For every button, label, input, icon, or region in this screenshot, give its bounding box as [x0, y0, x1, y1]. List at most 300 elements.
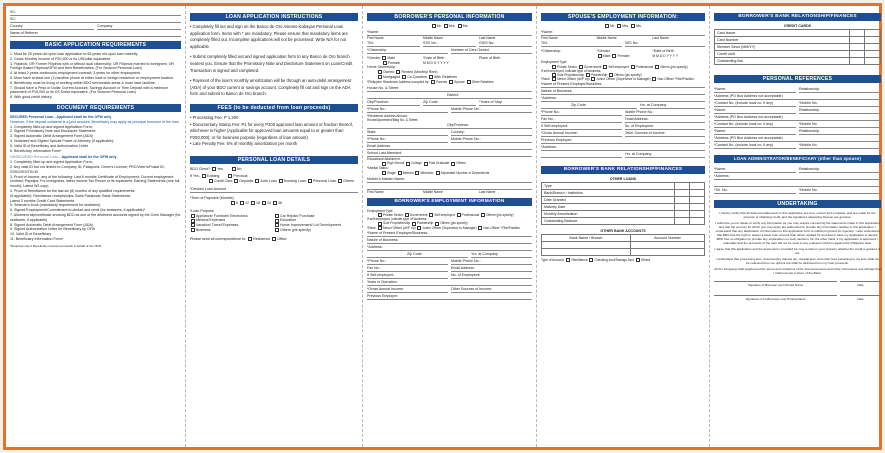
- account-cell[interactable]: [542, 249, 631, 256]
- employment-type-label: Government: [409, 212, 429, 217]
- card-cell[interactable]: [865, 57, 881, 64]
- reference-name-row: [714, 107, 881, 114]
- unsecured-requirement: 3. Proof of Income, any of the following: Last 6 months Certificate of Employment; Current employment contract; Payslips; For immigrants, latest Income Tax Return or its equivalent; Earning Statements (one full month); Latest W2 copy;: [10, 174, 180, 189]
- loan-row-label: Type: [542, 183, 675, 190]
- spouse-gross-field[interactable]: *Gross Annual Income:: [541, 130, 622, 137]
- ph-address-label: *Philippine Residence Address occupied by: Parents Spouse Other Relatives: [367, 79, 494, 84]
- unsecured-requirement: 2. Any valid ID but not limited to Company ID, Passports; Driver's License; PRC/Voter's/Postal ID; SSS/GSIS/TIN ID: [10, 164, 165, 174]
- marital-checkbox[interactable]: [382, 171, 386, 175]
- spouse-mobile-field[interactable]: Mobile Phone No.:: [625, 109, 706, 116]
- finances-header: BORROWER'S BANK RELATIONSHIP/FINANCES: [714, 13, 881, 21]
- years-company-field[interactable]: Yrs. at Company: [471, 251, 532, 258]
- female-checkbox[interactable]: [383, 61, 387, 65]
- purpose-checkbox[interactable]: [191, 219, 195, 223]
- loan-purpose-label: *Loan Purpose: [190, 208, 214, 213]
- purpose-checkbox[interactable]: [275, 223, 279, 227]
- loan-purpose-options: [190, 214, 358, 233]
- card-row: [715, 36, 881, 43]
- reference-name-field[interactable]: [714, 128, 796, 135]
- reference-mobile-field[interactable]: [799, 121, 881, 128]
- secured-requirement: 5. Valid ID of Beneficiary and Authorization Letter: [10, 143, 89, 148]
- basic-requirements-list: [10, 52, 181, 100]
- spouse-female-checkbox[interactable]: [612, 54, 616, 58]
- term-label: 18: [256, 201, 261, 206]
- state-field[interactable]: State:: [367, 129, 448, 136]
- undertaking-paragraph: I hereby certify that all data and statements in this application are true, correct and complete, and are made for the purpose of obtaining credit, and the signatures appearing thereon are genuine.: [719, 210, 876, 219]
- basic-requirements-header: BASIC APPLICATION REQUIREMENTS: [10, 41, 181, 49]
- emp-email-field[interactable]: Email Address:: [451, 265, 532, 272]
- unsecured-requirement: 10. Valid ID of Beneficiary: [10, 232, 52, 237]
- loan-type-checkbox[interactable]: [255, 179, 259, 183]
- marital-checkbox[interactable]: [415, 171, 419, 175]
- relatives-checkbox[interactable]: [429, 75, 433, 79]
- spouse-male-checkbox[interactable]: [598, 54, 602, 58]
- ms-checkbox[interactable]: [458, 24, 462, 28]
- spouse-header: SPOUSE'S EMPLOYMENT INFORMATION:: [541, 13, 705, 21]
- reference-mobile-field[interactable]: [799, 142, 881, 149]
- spouse-address2-field[interactable]: *Address:: [541, 144, 705, 151]
- bdo-client-no-checkbox[interactable]: [232, 167, 236, 171]
- reference-contact-row: [714, 121, 881, 128]
- existing-checkbox[interactable]: [202, 174, 206, 178]
- years-op-field[interactable]: Years in Operation:: [367, 279, 532, 286]
- marital-label: Separated: [440, 170, 457, 175]
- account-type-label: Others: [640, 258, 651, 262]
- account-cell[interactable]: [542, 242, 631, 249]
- loan-type-checkbox[interactable]: [209, 179, 213, 183]
- other-income-field[interactable]: Other Sources of Income:: [451, 286, 532, 293]
- city-field[interactable]: City/Province:: [367, 99, 420, 106]
- employment-header: BORROWER'S EMPLOYMENT INFORMATION: [367, 198, 532, 206]
- unsecured-requirement: 7. Allotment slip/certificate showing BDO as one of the allotment accounts signed by the Crew Manager (for seafarers, if applicable): [10, 212, 181, 222]
- loan-type-options: [190, 179, 358, 184]
- sc-field-1[interactable]: SC:: [10, 9, 181, 16]
- if-yes-row: If Yes, Existing Previous: [190, 173, 248, 178]
- loan-type-checkbox[interactable]: [308, 179, 312, 183]
- unsecured-requirement: 6. Signed Employment/Commitment to deduct and remit (for seafarers, if applicable)*: [10, 208, 146, 213]
- tin-field[interactable]: TIN:: [367, 40, 420, 47]
- reference-address-label: *Address (PO Box Address not acceptable): [714, 114, 783, 119]
- spouse-business-type-label: Sole Proprietorship: [557, 73, 585, 77]
- reference-address-field[interactable]: [714, 114, 881, 121]
- spouse-zip-field[interactable]: Zip Code:: [541, 102, 637, 109]
- loan-type-checkbox[interactable]: [234, 179, 238, 183]
- mobile-abroad-field[interactable]: Mobile Phone No.:: [451, 136, 532, 143]
- coborrower-signature-line[interactable]: Signature of Co-Borrower over Printed Name: [714, 295, 837, 301]
- education-label: High School: [387, 161, 406, 166]
- loan-cell[interactable]: [674, 204, 689, 211]
- references-list: [714, 86, 881, 149]
- account-type-label: Remittance: [571, 258, 589, 262]
- purpose-checkbox[interactable]: [191, 223, 195, 227]
- if-self-field[interactable]: If Self-employed:: [367, 272, 448, 279]
- education-label: College: [411, 161, 423, 166]
- reference-contact-field[interactable]: [714, 100, 796, 107]
- marital-row: *Marital Status: Single Married Widow/er Separated Number of Dependents: [367, 166, 490, 175]
- mobile-field[interactable]: Mobile Phone No.:: [451, 106, 532, 113]
- loan-cell[interactable]: [674, 218, 689, 225]
- admin-address-field-2[interactable]: [714, 180, 881, 187]
- spouse-employment-type-checkbox[interactable]: [655, 65, 659, 69]
- spouse-sss-field[interactable]: SSS No.:: [625, 40, 706, 47]
- loan-row: [542, 197, 705, 204]
- education-checkbox[interactable]: [406, 162, 410, 166]
- emp-address-field[interactable]: *Address:: [367, 244, 532, 251]
- spouse-employment-type-label: Self-employed: [608, 64, 630, 69]
- admin-address-field[interactable]: *Address:: [714, 173, 881, 180]
- reference-name-field[interactable]: [714, 107, 796, 114]
- spouse-nature-field[interactable]: Nature of Business:: [541, 88, 705, 95]
- spouse-if-self-field[interactable]: If Self-employed:: [541, 123, 622, 130]
- prev-employer-field[interactable]: Previous Employer:: [367, 293, 532, 300]
- card-cell[interactable]: [865, 36, 881, 43]
- spouse-mrs-checkbox[interactable]: [617, 24, 621, 28]
- purpose-option: [190, 228, 274, 233]
- bdo-client-yes-checkbox[interactable]: [212, 167, 216, 171]
- loan-type-label: Personal Loan: [312, 178, 338, 183]
- education-label: Post Graduate: [428, 161, 451, 166]
- loan-cell[interactable]: [689, 218, 704, 225]
- secured-requirement: 6. Beneficiary Information Form*: [10, 148, 62, 153]
- basic-requirement: 3. Filipinos; OR Former Filipinos with or without dual citizenship; OR Filipinos married to foreigners; OR Foreign Based Filipinos/OFW and their Beneficiaries. (For Secured Personal Loan): [10, 61, 174, 71]
- abroad-address-label: *Residence Address Abroad: House/Apartment/Bldg No. & Street:: [367, 113, 419, 122]
- card-cell[interactable]: [865, 43, 881, 50]
- reference-relationship-field[interactable]: [799, 107, 881, 114]
- spouse-other-income-field[interactable]: Other Sources of Income:: [625, 130, 706, 137]
- nature-field[interactable]: Nature of Business:: [367, 237, 532, 244]
- card-cell[interactable]: [849, 36, 865, 43]
- spouse-address-field[interactable]: *Address:: [541, 95, 705, 102]
- card-row: [715, 50, 881, 57]
- reference-address-label: *Address (PO Box Address not acceptable): [714, 135, 783, 140]
- secured-title: SECURED Personal Loan: [10, 114, 54, 119]
- requirements-panel: SC: SC: Country Company Name of Referrer BASIC APPLICATION REQUIREMENTS 1. Must be 25 years old upon loan application to 65 years old upon loan maturity 2. Gross Monthly Income of P20,000 or its USDollar equivalent. 3. Filipinos; OR Former Filipinos with or without dual citizenship; OR Filipinos married to foreigners; OR Foreign Based Filipinos/OFW and their Beneficiaries. (For Secured Personal Loan) 4. At least 2 years continuous employment contract; 3 years for other employment. 5. Must have at least one (1) landline phone at either local or foreign residence or employment location. 6. Beneficiary must be living or working within BDO serviceable areas & must have landline. 7. Should have a Peso or Dollar Current Account, Savings Account or Time Deposit with a minimum placement of P15,000 or its US Dollar equivalent. (For Secured Personal Loan) 8. With good credit history. DOCUMENT REQUIREMENTS SECURED Personal Loan - Applicant shall be the OFW only However, if the deposit collateral is a joint account, Beneficiary may apply as principal borrower of the loan. 1. Completely filled up and signed Application Form; 2. Signed Promissory Note and Disclosure Statement; 3. Signed Automatic Debit Arrangement Form (ADA) 4. Notarized and Signed Special Power of Attorney (if applicable); 5. Valid ID of Beneficiary and Authorization Letter 6. Beneficiary Information Form* UNSECURED Personal Loan - Applicant shall be the OFW only 1. Completely filled up and signed Application Form; 2. Any valid ID but not limited to Company ID, Passports; Driver's License; PRC/Voter's/Postal ID; SSS/GSIS/TIN ID 3. Proof of Income, any of the following: Last 6 months Certificate of Employment; Current employment contract; Payslips; For immigrants, latest Income Tax Return or its equivalent; Earning Statements (one full month); Latest W2 copy; 4. Proof of Remittance for the last six (6) months of any qualified requirements: (if applicable): Remittance receipts/slips; Bank Passbook; Bank Statements; Latest 3 months Credit Card Statements 5. Seaman's book (mandatory requirement for seafarers) 6. Signed Employment/Commitment to deduct and remit (for seafarers, if applicable)* 7. Allotment slip/certificate showing BDO as one of the allotment accounts signed by the Crew Manager (for seafarers, if applicable) 8. Signed Automatic Debit Arrangement Form (ADA) 9. Signed Authorization Letter for Beneficiary by OFW 10. Valid ID of Beneficiary 11. Beneficiary Information Form* *Required only if Beneficiary receives proceeds in behalf of the OFW: [6, 6, 186, 447]
- unsecured-requirement: 5. Seaman's book (mandatory requirement for seafarers): [10, 203, 101, 208]
- borrower-date-line[interactable]: Date: [840, 281, 881, 287]
- employment-type: Employment Type: Private Sector Government Self-employed Professional Others (pls specify): [367, 208, 514, 217]
- purpose-option: [274, 228, 358, 233]
- rank-row: *Rank Senior Officer (AVP up) Junior Officer (Supervisor to Manager) Non-Officer *Title/Position: [367, 225, 520, 230]
- extra-name-field[interactable]: [367, 183, 532, 190]
- reference-mobile-label: *Mobile No.: [799, 142, 818, 147]
- basic-requirement: 4. At least 2 years continuous employment contract; 3 years for other employment.: [10, 71, 142, 76]
- loan-cell[interactable]: [674, 190, 689, 197]
- loan-cell[interactable]: [689, 211, 704, 218]
- spouse-employer-field[interactable]: *Name of Present Employer/Business:: [541, 81, 705, 88]
- bank-relationship-header: BORROWER'S BANK RELATIONSHIP/FINANCES: [541, 166, 705, 174]
- unsecured-requirements-list: [10, 160, 181, 242]
- reference-name-label: *Name:: [714, 128, 726, 133]
- fee-item: • Documentary Stamp Fee: P1 for every P200 approved loan amount or fraction thereof, whichever is higher (Applicable for approved loan amounts equal to or greater than P250,000); or for business purpose (regardless of loan amount): [190, 121, 354, 140]
- reference-mobile-field[interactable]: [799, 100, 881, 107]
- spouse-employment-type-label: Professional: [635, 64, 655, 69]
- rented-checkbox[interactable]: [396, 70, 400, 74]
- unsecured-title: UNSECURED Personal Loan: [10, 155, 59, 160]
- country-field[interactable]: Country: [10, 23, 94, 30]
- loan-cell[interactable]: [689, 204, 704, 211]
- reference-contact-label: *Contact No. (include local no. if any): [714, 142, 774, 147]
- secured-requirement: 3. Signed Automatic Debit Arrangement Form (ADA): [10, 134, 94, 139]
- employees-field[interactable]: No. of Employees:: [451, 272, 532, 279]
- previous-checkbox[interactable]: [228, 174, 232, 178]
- term-checkbox[interactable]: [231, 201, 235, 205]
- spouse-ms-checkbox[interactable]: [631, 24, 635, 28]
- term-label: 24: [267, 201, 272, 206]
- admin-name-field[interactable]: *Name:: [714, 166, 796, 173]
- spouse-employment-type-checkbox[interactable]: [631, 65, 635, 69]
- spouse-mr-checkbox[interactable]: [605, 24, 609, 28]
- reference-contact-field[interactable]: [714, 142, 796, 149]
- spouse-address2-spacer[interactable]: [541, 151, 622, 158]
- account-cell[interactable]: [630, 242, 704, 249]
- basic-requirement: 8. With good credit history.: [10, 95, 53, 100]
- spouse-employment-type-label: Government: [583, 64, 603, 69]
- spouse-title-options: Mr. Mrs. Ms.: [541, 24, 705, 29]
- footnote: *Required only if Beneficiary receives proceeds in behalf of the OFW: [10, 243, 102, 248]
- fee-item: • Processing Fee: P 1,200: [190, 114, 239, 120]
- reference-contact-label: *Contact No. (include local no. if any): [714, 100, 774, 105]
- unsecured-requirement: 8. Signed Automatic Debit Arrangement Form (ADA): [10, 222, 94, 227]
- card-row-label: Card Issuer: [715, 29, 850, 36]
- marital-checkbox[interactable]: [398, 171, 402, 175]
- spouse-years-field[interactable]: Yrs. at Company: [640, 102, 706, 109]
- loan-cell[interactable]: [689, 197, 704, 204]
- emp-zip-field[interactable]: Zip Code:: [367, 251, 468, 258]
- employer-field[interactable]: *Name of Present Employer/Business:: [367, 230, 532, 237]
- office-checkbox[interactable]: [272, 237, 276, 241]
- account-type-label: Checking Acct/Savings Acct: [594, 258, 635, 262]
- reference-relationship-field[interactable]: [799, 86, 881, 93]
- loan-cell[interactable]: [674, 197, 689, 204]
- reference-address-field[interactable]: [714, 135, 881, 142]
- sc-field-2[interactable]: SC:: [10, 16, 181, 23]
- undertaking-paragraph: I understand that processing fees, documentary stamps tax, notarial fees, and other fees pertaining to my loan shall not be collected from me upfront but shall be deducted from my loan proceeds.: [715, 256, 880, 265]
- term-label: 6: [236, 201, 239, 206]
- unsecured-requirement: Latest 3 months Credit Card Statements: [10, 198, 75, 203]
- basic-requirement: 5. Must have at least one (1) landline phone at either local or foreign residence or employment location.: [10, 75, 175, 80]
- quarters-checkbox[interactable]: [402, 75, 406, 79]
- reference-relationship-field[interactable]: [799, 128, 881, 135]
- employment-type-checkbox[interactable]: [481, 213, 485, 217]
- loan-row: [542, 183, 705, 190]
- reference-contact-row: [714, 142, 881, 149]
- spouse-rank-checkbox[interactable]: [652, 77, 656, 81]
- mothers-maiden-field[interactable]: Mother's Maiden Name:: [367, 176, 532, 183]
- mortgaged-checkbox[interactable]: [378, 75, 382, 79]
- instruction-item: • Submit completely filled out and signed application form to any Banco de Oro branch nearest you. Ensure that the Promissory Note and Disclosure Statement on Loan/Credit Transaction is signed and completed.: [190, 54, 353, 73]
- term-checkbox[interactable]: [240, 201, 244, 205]
- spouse-employees-field[interactable]: No. of Employees:: [625, 123, 706, 130]
- account-type-checkbox[interactable]: [566, 258, 570, 262]
- loan-cell[interactable]: [689, 183, 704, 190]
- other-relatives-checkbox[interactable]: [467, 80, 471, 84]
- account-cell[interactable]: [630, 249, 704, 256]
- spouse-employment-type-checkbox[interactable]: [603, 65, 607, 69]
- parents-checkbox[interactable]: [431, 80, 435, 84]
- employment-type-label: Private Sector: [383, 212, 404, 217]
- loan-row: [542, 218, 705, 225]
- unsecured-requirement: (if applicable): Remittance receipts/slips; Bank Passbook; Bank Statements;: [10, 193, 131, 198]
- card-cell[interactable]: [849, 57, 865, 64]
- other-accounts-table: [541, 234, 705, 256]
- phone-field[interactable]: *Phone No.:: [367, 106, 448, 113]
- account-type-checkbox[interactable]: [589, 258, 593, 262]
- business-type-label: Others (pls specify): [440, 221, 468, 226]
- spouse-citizenship-field[interactable]: *Citizenship:: [541, 48, 561, 53]
- email-field[interactable]: Email Address:: [367, 143, 532, 150]
- owned-checkbox[interactable]: [378, 70, 382, 74]
- account-type-checkbox[interactable]: [636, 258, 640, 262]
- male-checkbox[interactable]: [382, 56, 386, 60]
- purpose-label: Business: [196, 228, 211, 233]
- cars-owned-field[interactable]: Number of Cars Owned: [451, 47, 532, 54]
- place-of-birth-field[interactable]: Place of Birth: [479, 55, 501, 60]
- card-cell[interactable]: [865, 29, 881, 36]
- bank-branch-header: Bank Name / Branch: [542, 235, 631, 242]
- borrower-signature-line[interactable]: Signature of Borrower over Printed Name: [714, 281, 837, 287]
- spouse-rank-label: Junior Officer (Supervisor to Manager): [596, 77, 652, 82]
- coborrower-date-line[interactable]: Date: [840, 295, 881, 301]
- emp-phone-field[interactable]: *Phone No.:: [367, 258, 448, 265]
- loan-type-label: Credit Card: [214, 178, 234, 183]
- education-checkbox[interactable]: [382, 162, 386, 166]
- mrs-checkbox[interactable]: [444, 24, 448, 28]
- loan-type-checkbox[interactable]: [338, 179, 342, 183]
- spouse-fax-field[interactable]: Fax No.:: [541, 116, 622, 123]
- rank-checkbox[interactable]: [478, 226, 482, 230]
- desired-amount-field[interactable]: *Desired Loan Amount: [190, 186, 358, 193]
- admin-mobile-field[interactable]: *Mobile No.: [799, 187, 881, 194]
- loan-row-label: Monthly Amortization: [542, 211, 675, 218]
- secured-requirement: 1. Completely filled up and signed Application Form;: [10, 124, 93, 129]
- fees-list: [190, 115, 358, 148]
- loan-cell[interactable]: [674, 211, 689, 218]
- term-options: [190, 201, 358, 206]
- spouse-business-type-label: Others (pls specify): [614, 73, 642, 77]
- card-row: [715, 29, 881, 36]
- reference-address-field[interactable]: [714, 93, 881, 100]
- basic-requirement: 6. Beneficiary must be living or working within BDO serviceable areas & must have landline.: [10, 80, 156, 85]
- spouse-checkbox[interactable]: [449, 80, 453, 84]
- spouse-tin-field[interactable]: TIN:: [541, 40, 622, 47]
- spouse-years2-field[interactable]: Yrs. at Company: [625, 151, 706, 158]
- business-type-label: Sole Proprietorship: [383, 221, 411, 226]
- loan-row-label: Maturity Date: [542, 204, 675, 211]
- employment-type-checkbox[interactable]: [457, 213, 461, 217]
- education-checkbox[interactable]: [424, 162, 428, 166]
- fee-item: • Late Penalty Fee: 5% of monthly amortization per month: [190, 141, 298, 147]
- term-checkbox[interactable]: [251, 201, 255, 205]
- card-cell[interactable]: [849, 43, 865, 50]
- card-cell[interactable]: [849, 50, 865, 57]
- reference-relationship-label: Relationship:: [799, 107, 820, 112]
- marital-label: Widow/er: [420, 170, 435, 175]
- loan-cell[interactable]: [689, 190, 704, 197]
- reference-name-row: [714, 128, 881, 135]
- gross-income-field[interactable]: *Gross Annual Income:: [367, 286, 448, 293]
- rank-label: Junior Officer (Supervisor to Manager): [422, 225, 478, 230]
- term-checkbox[interactable]: [262, 201, 266, 205]
- reference-name-row: [714, 86, 881, 93]
- basic-requirement: 2. Gross Monthly Income of P20,000 or its USDollar equivalent.: [10, 56, 111, 61]
- admin-relationship-field[interactable]: Relationship:: [799, 166, 881, 173]
- card-cell[interactable]: [849, 29, 865, 36]
- loan-type-checkbox[interactable]: [279, 179, 283, 183]
- district-field[interactable]: District:: [367, 92, 532, 99]
- loan-type-label: Housing Loan: [283, 178, 307, 183]
- correspondence-row: Please send all correspondence to: Residence Office: [190, 236, 287, 241]
- emp-mobile-field[interactable]: Mobile Phone No.:: [451, 258, 532, 265]
- purpose-checkbox[interactable]: [191, 214, 195, 218]
- reference-name-label: *Name:: [714, 86, 726, 91]
- abroad-city-field[interactable]: City/Province:: [367, 122, 532, 129]
- loan-details-header: PERSONAL LOAN DETAILS: [190, 156, 358, 164]
- gsis-field[interactable]: GSIS No.:: [479, 40, 532, 47]
- house-field[interactable]: House No. & Street:: [367, 85, 532, 92]
- reference-name-field[interactable]: [714, 86, 796, 93]
- marital-checkbox[interactable]: [436, 171, 440, 175]
- spouse-panel: SPOUSE'S EMPLOYMENT INFORMATION: Mr. Mrs. Ms. *Name: First Name Middle Name Last Name TIN: SSS No.: *Citizenship: *Gender Male Female *Date of Birth M M D D Y Y Y Y Employment Type: Private Sector Government Self-employed Professional Others (pls specify) If self-employed, indicate type of business: Sole Proprietorship Partnership Others (pls specify) *Rank Senior Officer (AVP up) Junior Officer (Supervisor to Manager) Non-Officer *Title/Position *Name of Present Employer/Business: Nature of Business: *Address: Zip Code: Yrs. at Company *Phone No.: Mobile Phone No.: Fax No.: Email Address: If Self-employed: No. of Employees: *Gross Annual Income: Other Sources of Income: Previous Employer: *Address: Yrs. at Company BORROWER'S BANK RELATIONSHIP/FINANCES OTHER LOANS Type Bank/Branch / Institution Date Granted Maturity Date Monthly Amortization Outstanding Balance OTHER BANK ACCOUNTS Bank Name / Branch Account Number Type of Account: Remittance Checking Acct/Savings Acct Others: [537, 6, 710, 447]
- employment-type-label: Others (pls specify): [486, 212, 514, 217]
- purpose-checkbox[interactable]: [275, 214, 279, 218]
- education-checkbox[interactable]: [451, 162, 455, 166]
- loan-cell[interactable]: [674, 183, 689, 190]
- spouse-employment-type-label: Others (pls specify): [660, 64, 688, 69]
- loan-application-form: [3, 3, 882, 450]
- citizenship-field[interactable]: *Citizenship:: [367, 47, 448, 54]
- employment-type-label: Professional: [461, 212, 481, 217]
- card-row-label: Member Since (MM/YY): [715, 43, 850, 50]
- card-row: [715, 43, 881, 50]
- rank-label: Non-Officer: [483, 225, 501, 230]
- employment-type-checkbox[interactable]: [429, 213, 433, 217]
- mr-checkbox[interactable]: [432, 24, 436, 28]
- purpose-checkbox[interactable]: [191, 228, 195, 232]
- residence-checkbox[interactable]: [248, 237, 252, 241]
- emp-fax-field[interactable]: Fax No.:: [367, 265, 448, 272]
- card-cell[interactable]: [865, 50, 881, 57]
- spouse-email-field[interactable]: Email Address:: [625, 116, 706, 123]
- admin-tel-field[interactable]: *Tel. No.: [714, 187, 796, 194]
- purpose-label: Car Repair/ Purchase: [280, 213, 315, 218]
- reference-contact-field[interactable]: [714, 121, 796, 128]
- zip-field[interactable]: Zip Code:: [423, 99, 476, 106]
- basic-requirement: 7. Should have a Peso or Dollar Current Account, Savings Account or Time Deposit with a minimum placement of P15,000 or its US Dollar equivalent. (For Secured Personal Loan): [10, 85, 169, 95]
- spouse-employment-type-label: Private Sector: [557, 64, 578, 69]
- spouse-phone-field[interactable]: *Phone No.:: [541, 109, 622, 116]
- name-field[interactable]: *Name:: [367, 29, 532, 36]
- school-field[interactable]: School Last Attended:: [367, 150, 532, 157]
- spouse-prev-employer-field[interactable]: Previous Employer:: [541, 137, 705, 144]
- referrer-field[interactable]: Name of Referrer: [10, 30, 181, 37]
- country-abroad-field[interactable]: Country:: [451, 129, 532, 136]
- spouse-name-field[interactable]: *Name:: [541, 29, 705, 36]
- credit-cards-table: [714, 29, 881, 65]
- phone-abroad-field[interactable]: *Phone No.:: [367, 136, 448, 143]
- business-type-label: Partnership: [417, 221, 435, 226]
- term-checkbox[interactable]: [273, 201, 277, 205]
- purpose-checkbox[interactable]: [275, 219, 279, 223]
- purpose-checkbox[interactable]: [275, 228, 279, 232]
- title-options: Mr. Mrs. Ms.: [367, 24, 532, 29]
- sss-field[interactable]: SSS No.:: [423, 40, 476, 47]
- undertaking-paragraph: All the foregoing shall supplement the terms and conditions of the loan documents and other instruments and writings that I shall execute in favor of the Bank.: [714, 266, 881, 275]
- instructions-list: [190, 24, 358, 98]
- term-label: 12: [245, 201, 250, 206]
- company-field[interactable]: Company: [97, 23, 181, 30]
- term-label: *Term of Payment (Months): [190, 196, 234, 201]
- years-stay-field[interactable]: *Years of Stay:: [479, 99, 532, 106]
